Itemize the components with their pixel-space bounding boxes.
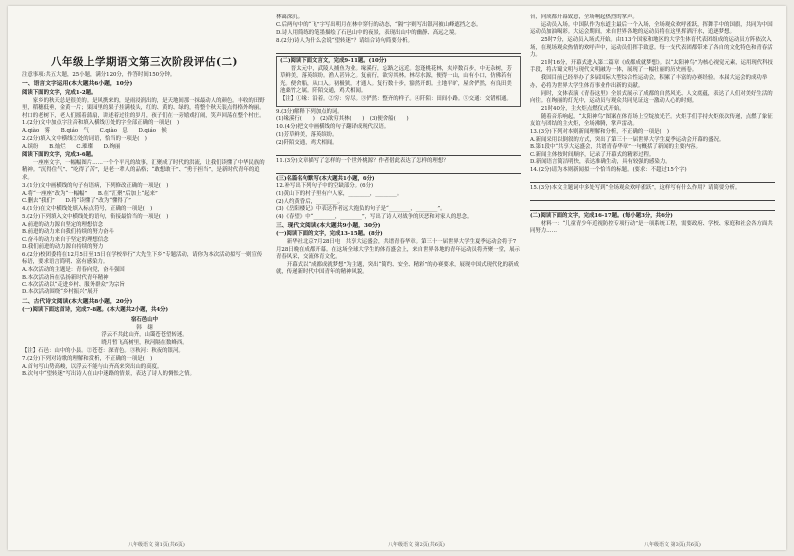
subsection-heading: 阅读下面的文字，完成3-6题。 — [22, 152, 97, 159]
question: 1.(2分)文中加点字注音和填入横线①处的字全部正确的一项是( ) — [22, 120, 180, 127]
question-options: A.qiào 雾 B.qiáo 气 C.qiào 息 D.qiáo 候 — [22, 128, 167, 135]
answer-line[interactable] — [530, 175, 775, 183]
notice: 注意事项:共五大题，25小题，满分120分，作答时间150分钟。 — [22, 72, 176, 78]
question: 3.(1分)文中画横线的句子有语病，下列修改正确的一项是( ) — [22, 182, 169, 189]
question: 13.(3分)下列对本则新闻理解和分析，不正确的一项是( ) — [530, 129, 670, 136]
poem-author: 韩 翃 — [136, 324, 153, 331]
question-options: A.将“一座座”改为“一幅幅” B.在“汇聚”后加上“起来” C.删去“我们” D.将“读懂了”改为“懂得了” — [22, 190, 158, 204]
page-number: 八年级语文 第2页(共6页) — [388, 542, 445, 548]
question-options: A.本次活动的主题是：青春向党，奋斗强国 B.本次活动旨在弘扬新时代青年精神 C.本次活动以“走进乡村、服务群众”为宗旨 D.本次活动围绕“乡村振兴”展开 — [22, 267, 125, 296]
question: 7.(2分)下列对诗歌的理解和赏析，不正确的一项是( ) — [22, 356, 153, 363]
exam-sheet — [8, 6, 786, 550]
subsection-heading: (一)阅读下面这首诗，完成7-8题。(本大题共2小题，共4分) — [22, 307, 169, 314]
column-right — [530, 14, 775, 544]
section-heading: 一、语言文字运用(本大题共6小题，10分) — [22, 81, 133, 88]
question: 5.(2分)下列填入文中横线处的语句，衔接最恰当的一项是( ) — [22, 213, 169, 220]
question: 14.(2分)请为本则新闻拟一个恰当的标题。(要求：不超过15个字) — [530, 167, 687, 174]
page-number: 八年级语文 第1页(共6页) — [128, 542, 185, 548]
subsection-heading: (一)阅读下面的文字，完成13-15题。(8分) — [276, 231, 383, 238]
answer-line[interactable] — [276, 166, 521, 174]
question-options: D.诗人用简练的笔墨描绘了石邑山中的夜景，表现出山中的幽静、高远之境。 — [276, 29, 460, 36]
question-options: (1)黄山下的村子里有户人家，________，________。 (2)人约黄昏后，________。 (3)《岳阳楼记》中表达作者远大抱负的句子是“________，________”。 (4)《春望》中“________，________”，写出了诗人对战争的厌恶和对家人的思念。 — [276, 191, 473, 220]
question: 12.补写出下列句子中的空缺部分。(6分) — [276, 183, 374, 190]
answer-line[interactable] — [276, 46, 521, 54]
passage-paragraph: 新华社北京7月28日电 共享大运盛会，共谱青春华章。第三十一届世界大学生夏季运动会将于7月28日晚在成都开幕。在这场全球大学生的体育盛会上，来自世界各地的青年运动员将齐聚一堂，展示青春风采，交流体育文化。 — [276, 239, 521, 261]
passage-paragraph: 晋太元中，武陵人捕鱼为业。缘溪行，忘路之远近。忽逢桃花林，夹岸数百步，中无杂树，芳草鲜美，落英缤纷。渔人甚异之。复前行，欲穷其林。林尽水源，便得一山，山有小口，仿佛若有光。便舍船，从口入。初极狭，才通人。复行数十步，豁然开朗。土地平旷，屋舍俨然，有良田美池桑竹之属。阡陌交通，鸡犬相闻。 — [280, 66, 512, 95]
answer-line[interactable] — [530, 193, 775, 201]
question: 4.(1分)在文中横线处填入标点符号，正确的一项是( ) — [22, 205, 153, 212]
page-number: 八年级语文 第3页(共6页) — [644, 542, 701, 548]
annotation: 【注】石邑：山中的小县。②苍苍：深青色。③秋河：秋夜的银河。 — [22, 348, 184, 355]
question-options: C.后两句中的“飞”字写出明月在林中穿行的动态，“隔”字则写出银河被山峰遮挡之态。 — [276, 21, 482, 28]
annotation: 【注】①缘：沿着。②穷：穷尽。③俨然：整齐的样子。④阡陌：田间小路。⑤交通：交错相通。 — [280, 96, 512, 103]
subsection-heading: (二)阅读下面的文字，完成16-17题。(每小题3分，共6分) — [530, 212, 673, 219]
passage-paragraph: 林霭深沉。 — [276, 14, 303, 20]
question-options: A.首句写山势高峻，以浮云不能与山齐高来突出山的高度。 B.次句中“望转迷”写出诗人在山中迷路的情景，表达了诗人的惆怅之情。 — [22, 364, 195, 378]
passage-paragraph: 材料一：“儿童青少年近视防控专项行动”是一项系统工程，需要政府、学校、家庭和社会各方面共同努力…… — [530, 220, 773, 235]
question-options: A.新闻采用以倒叙的方式，突出了第三十一届世界大学生夏季运动会开幕的盛况。 B.第1段中“共享大运盛会，共谱青春华章”一句概括了新闻的主要内容。 C.新闻主体按时间顺序，记录了开幕式的精彩过程。 D.新闻语言简洁明快，表达准确生动，具有较强的感染力。 — [530, 137, 725, 166]
passage-paragraph: 台，向成都开幕致意，全场响起热烈的掌声。 — [530, 14, 638, 20]
answer-line[interactable] — [530, 203, 775, 211]
page-title: 八年级上学期语文第三次阶段评估(二) — [51, 56, 238, 68]
question-options: (1)缘溪行( ) (2)欲穷其林( ) (3)便舍船( ) — [276, 116, 409, 123]
passage-paragraph: 我国目前已经举办了多届国际大型综合性运动会，积累了丰富的办赛经验。本届大运会的成功举办，必将为世界大学生体育事业作出新的贡献。 — [530, 75, 768, 89]
subsection-heading: (三)名篇名句默写(本大题共1小题，6分) — [276, 175, 375, 182]
passage-paragraph: 一座座文字，一幅幅图片……一个个平凡的故事，汇聚成了时代的洪流，让我们读懂了中华民族的精神。“沉得住气”、“吃得了苦”，是老一辈人的品格；“敢想敢干”、“勇于担当”，是新时代青年的追求。 — [22, 159, 265, 181]
column-left — [22, 14, 267, 544]
passage-paragraph: 随着音乐响起，“太阳神鸟”图案在体育场上空绽放光芒。火炬手们手持火炬依次传递，点燃了象征友谊与团结的主火炬，全场沸腾，掌声雷动。 — [530, 113, 773, 128]
passage-paragraph: 21时40分，主火炬点燃仪式开始。 — [540, 105, 625, 112]
classical-passage-box — [276, 56, 521, 107]
question-options: A.缤纷 B.灿烂 C.璀璨 D.绚丽 — [22, 144, 121, 151]
answer-line[interactable] — [276, 148, 521, 156]
passage-paragraph: 21时16分，开幕式进入第二篇章《成都成就梦想》。以“太阳神鸟”为核心视觉元素，运用现代科技手段，将古蜀文明与现代文明融为一体，展现了一幅壮丽的历史画卷。 — [530, 59, 773, 74]
question: 6.(2分)校团委将在12月5日至15日在学校举行“大先生下乡”专题活动，请你为本次活动拟写一则宣传标语，要求语言简明、富有感染力。 — [22, 251, 263, 266]
question: 8.(2分)诗人为什么会说“望转迷”？请结合诗句简要分析。 — [276, 37, 413, 44]
passage-paragraph: 开幕式以“成都成就梦想”为主题，突出“简约、安全、精彩”的办赛要求，展现中国式现代化的新成就，传递新时代中国青年的精神风貌。 — [276, 261, 519, 276]
question: 9.(3分)解释下列加点的词。 — [276, 108, 343, 115]
question-options: A.前进的动力源自坚定的理想信念 B.前进的动力来自我们持续的努力奋斗 C.奋斗的动力来自于坚定的理想信念 D.我们前进的动力源自持续的努力 — [22, 221, 114, 250]
poem-line: 晓月暂飞高树里，秋河隔在数峰西。 — [101, 340, 188, 347]
column-middle — [276, 14, 521, 544]
section-heading: 三、现代文阅读(本大题共9小题，30分) — [276, 222, 381, 229]
question: 15.(3分)本文主题词中多处写到“全场观众欢呼雀跃”，这样写有什么作用？请简要分析。 — [530, 185, 741, 192]
subsection-heading: 阅读下面的文字，完成1-2题。 — [22, 89, 97, 96]
poem-line: 浮云不共此山齐，山霭苍苍望转迷。 — [101, 332, 188, 339]
passage-paragraph: 运动员入场。中国队作为东道主最后一个入场，全场观众欢呼雀跃，挥舞手中的国旗，共同为中国运动员加油喝彩。大运会期间，来自世界各地的运动员将在这里挥洒汗水，追逐梦想。 — [530, 21, 773, 36]
passage-paragraph: 同时，文体表演《青春这里》全景式展示了成都的自然风光、人文底蕴，表达了人们对美好生活的向往。在绚丽的灯光中，运动员与观众共同见证这一激动人心的时刻。 — [530, 90, 773, 104]
poem-title: 宿石邑山中 — [131, 316, 158, 323]
question: 10.(4分)把文中画横线的句子翻译成现代汉语。 — [276, 124, 390, 131]
question-options: (1)芳草鲜美，落英缤纷。 (2)阡陌交通，鸡犬相闻。 — [276, 132, 338, 146]
passage-paragraph: 25时7分，运动员入场式开始。由113个国家和地区的大学生体育代表团组成的运动员方阵依次入场，在现场观众热情的欢呼声中，运动员们挥手致意。每一支代表团都带来了各自的文化特色和青春活力。 — [530, 37, 773, 59]
section-heading: 二、古代诗文阅读(本大题共8小题，20分) — [22, 298, 133, 305]
question: 11.(3分)文章描写了怎样的一个世外桃源？作者借此表达了怎样的理想？ — [276, 157, 449, 164]
subsection-heading: (二)阅读下面文言文，完成9-11题。(10分) — [280, 58, 387, 65]
question: 2.(2分)填入文中横线②处的词语，恰当的一项是( ) — [22, 136, 147, 143]
passage-paragraph: 家乡的秋天总是很美的。是风携来的，是雨浸润出的，是天地间那一抹最动人的颜色。丰收的田野里，稻穗低垂，金黄一片；果园里的果子挂满枝头，红的、黄的、绿的，将整个秋天装点得格外绚丽。村口的老树下，老人们摇着蒲扇，讲述着过往的岁月，孩子们在一旁嬉戏打闹，笑声回荡在整个村庄。 — [22, 97, 265, 119]
